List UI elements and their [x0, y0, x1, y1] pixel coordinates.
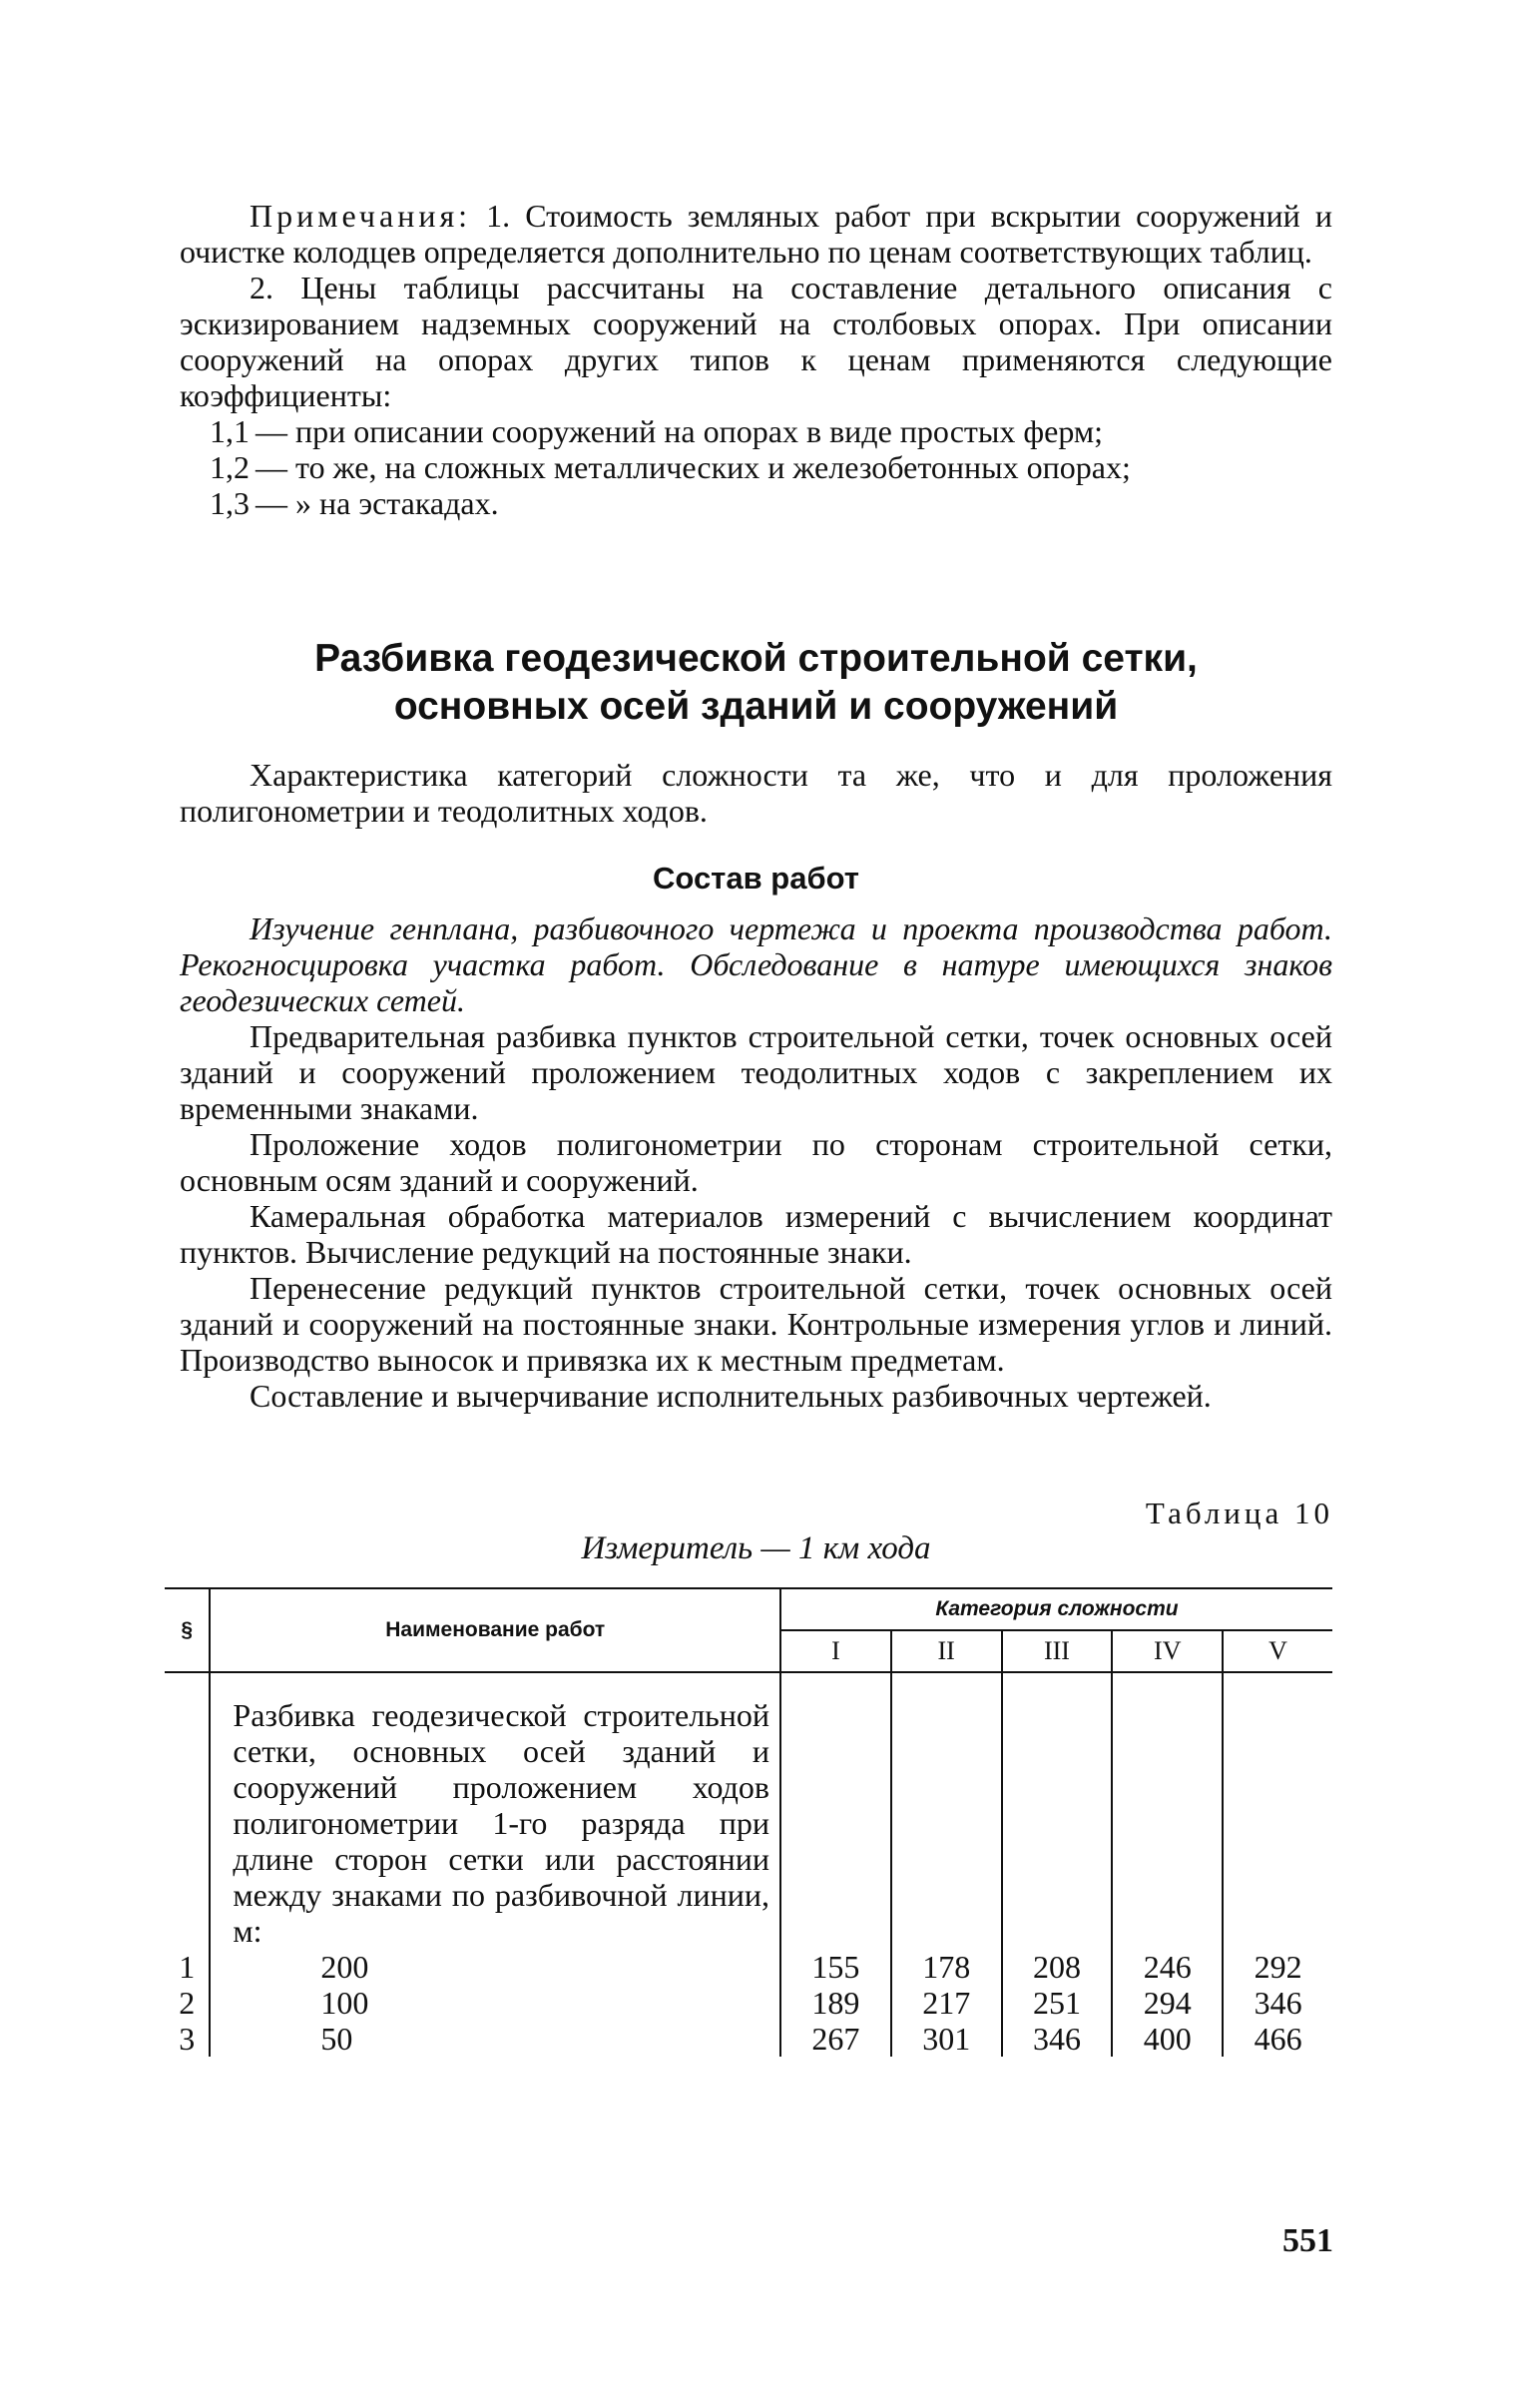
- coefficient-3: [180, 485, 1332, 521]
- row-num: 2: [179, 1985, 196, 2021]
- composition-paragraph: Проложение ходов полигонометрии по сторонам строительной сетки, основным осям зданий и сооружений.: [180, 1126, 1332, 1198]
- row-value: 251: [1002, 1985, 1113, 2021]
- note-1: [180, 198, 1332, 270]
- row-value: 292: [1223, 1949, 1332, 1985]
- table-unit: Измеритель — 1 км хода: [581, 1530, 931, 1566]
- row-value: 294: [1112, 1985, 1223, 2021]
- coefficient-value: 1,3: [210, 485, 250, 521]
- page-number: 551: [1282, 2222, 1333, 2259]
- row-value: 246: [1112, 1949, 1223, 1985]
- section-title-line-1: Разбивка геодезической строительной сетки,: [314, 637, 1198, 680]
- intro-text: Характеристика категорий сложности та же, что и для проложения полигонометрии и теодолитных ходов.: [180, 757, 1332, 829]
- header-num: §: [165, 1588, 210, 1672]
- coefficient-text: — то же, на сложных металлических и железобетонных опорах;: [255, 449, 1131, 485]
- row-num: 1: [179, 1949, 196, 1985]
- coefficient-value: 1,1: [210, 413, 250, 449]
- note-1-text: 1. Стоимость земляных работ при вскрытии сооружений и очистке колодцев определяется дополнительно по ценам соответствующих таблиц.: [180, 198, 1333, 270]
- work-description: Разбивка геодезической строительной сетки, основных осей зданий и сооружений проложением ходов полигонометрии 1-го разряда при длине сторон сетки или расстоянии между знаками по разбивочной линии, м:: [210, 1672, 780, 1949]
- table-row: [165, 1949, 1332, 1985]
- row-value: 217: [891, 1985, 1002, 2021]
- header-cat-2: II: [891, 1630, 1002, 1672]
- composition-paragraph: Составление и вычерчивание исполнительных разбивочных чертежей.: [250, 1378, 1212, 1414]
- row-value: 189: [780, 1985, 891, 2021]
- section-title-line-2: основных осей зданий и сооружений: [393, 685, 1119, 728]
- row-name: 50: [210, 2021, 780, 2057]
- coefficient-text: — » на эстакадах.: [255, 485, 499, 521]
- section-intro: [180, 757, 1332, 829]
- row-value: 208: [1002, 1949, 1113, 1985]
- composition-block: [180, 910, 1332, 1414]
- row-value: 155: [780, 1949, 891, 1985]
- header-name: Наименование работ: [210, 1588, 780, 1672]
- table-description-row: [165, 1672, 1332, 1949]
- note-2: 2. Цены таблицы рассчитаны на составление детального описания с эскизированием надземных сооружений на столбовых опорах. При описании сооружений на опорах других типов к ценам применяются следующие коэффициенты:: [180, 270, 1332, 413]
- composition-paragraph: Предварительная разбивка пунктов строительной сетки, точек основных осей зданий и сооружений проложением теодолитных ходов с закреплением их временными знаками.: [180, 1018, 1332, 1126]
- composition-paragraph: Камеральная обработка материалов измерений с вычислением координат пунктов. Вычисление редукций на постоянные знаки.: [180, 1198, 1332, 1270]
- composition-paragraph: Перенесение редукций пунктов строительной сетки, точек основных осей зданий и сооружений на постоянные знаки. Контрольные измерения углов и линий. Производство выносок и привязка их к местным предметам.: [180, 1270, 1332, 1378]
- row-name: 100: [210, 1985, 780, 2021]
- row-value: 346: [1223, 1985, 1332, 2021]
- row-num: 3: [179, 2021, 196, 2057]
- header-cat-3: III: [1002, 1630, 1113, 1672]
- section-heading: [180, 635, 1332, 731]
- table-row: [165, 1985, 1332, 2021]
- notes-label: Примечания:: [250, 198, 472, 234]
- composition-title: Состав работ: [653, 861, 859, 896]
- composition-paragraph: Изучение генплана, разбивочного чертежа и проекта производства работ. Рекогносцировка участка работ. Обследование в натуре имеющихся знаков геодезических сетей.: [180, 910, 1332, 1018]
- coefficient-2: [180, 449, 1332, 485]
- row-value: 466: [1223, 2021, 1332, 2057]
- notes-block: [180, 198, 1332, 521]
- table-header-row: [165, 1588, 1332, 1630]
- coefficient-1: [180, 413, 1332, 449]
- table-row: [165, 2021, 1332, 2057]
- header-cat-1: I: [780, 1630, 891, 1672]
- row-value: 301: [891, 2021, 1002, 2057]
- row-value: 346: [1002, 2021, 1113, 2057]
- table-label: Таблица 10: [1145, 1496, 1333, 1530]
- works-table: [165, 1587, 1332, 2057]
- row-value: 267: [780, 2021, 891, 2057]
- row-value: 400: [1112, 2021, 1223, 2057]
- header-cat-5: V: [1223, 1630, 1332, 1672]
- coefficient-value: 1,2: [210, 449, 250, 485]
- header-cat-4: IV: [1112, 1630, 1223, 1672]
- row-value: 178: [891, 1949, 1002, 1985]
- header-category: Категория сложности: [780, 1588, 1332, 1630]
- row-name: 200: [210, 1949, 780, 1985]
- coefficient-text: — при описании сооружений на опорах в виде простых ферм;: [255, 413, 1103, 449]
